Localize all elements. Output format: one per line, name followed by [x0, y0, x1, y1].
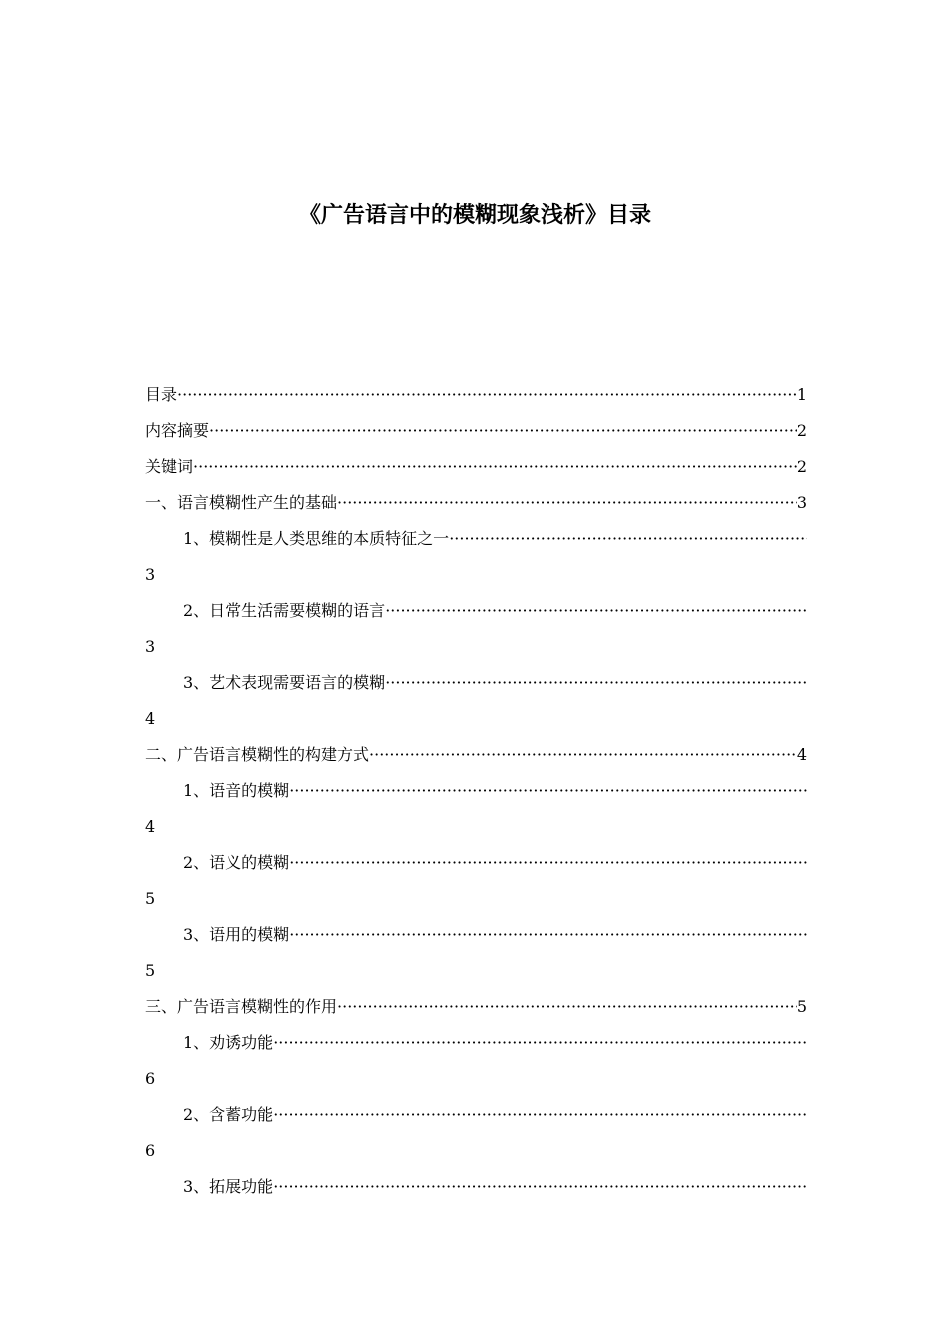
document-title: 《广告语言中的模糊现象浅析》目录: [298, 203, 651, 228]
toc-entry: [145, 413, 807, 449]
toc-entry-label: 1、劝诱功能: [183, 1033, 274, 1052]
toc-page-number: 4: [796, 745, 807, 764]
toc-dot-leader: [209, 413, 797, 449]
toc-subentry: [145, 1169, 807, 1205]
toc-entry-label: 三、广告语言模糊性的作用: [145, 997, 338, 1016]
toc-entry-label: 1、模糊性是人类思维的本质特征之一: [183, 529, 450, 548]
toc-subentry: [145, 1025, 807, 1061]
toc-subentry: [145, 773, 807, 809]
toc-dot-leader: [369, 737, 797, 773]
toc-dot-leader: [273, 1025, 807, 1061]
toc-entry-label: 3、艺术表现需要语言的模糊: [183, 673, 386, 692]
toc-page-number: 5: [796, 997, 807, 1016]
toc-entry-label: 3、语用的模糊: [183, 925, 290, 944]
table-of-contents: [145, 377, 807, 1205]
toc-entry: [145, 737, 807, 773]
toc-entry-label: 二、广告语言模糊性的构建方式: [145, 745, 370, 764]
toc-page-number: 3: [145, 565, 156, 584]
toc-subentry: [145, 1097, 807, 1133]
toc-dot-leader: [337, 485, 797, 521]
toc-page-number: 2: [796, 421, 807, 440]
toc-entry-label: 目录: [145, 385, 178, 404]
toc-dot-leader: [273, 1097, 807, 1133]
toc-page-number: 3: [796, 493, 807, 512]
toc-entry: [145, 377, 807, 413]
toc-entry-label: 2、语义的模糊: [183, 853, 290, 872]
toc-entry: [145, 485, 807, 521]
toc-page-number: 5: [145, 961, 156, 980]
toc-entry: [145, 989, 807, 1025]
toc-dot-leader: [193, 449, 797, 485]
toc-entry-label: 3、拓展功能: [183, 1177, 274, 1196]
toc-dot-leader: [385, 593, 807, 629]
toc-dot-leader: [273, 1169, 807, 1205]
toc-subentry: [145, 593, 807, 629]
toc-page-number: 4: [145, 709, 156, 728]
toc-page-number: 6: [145, 1141, 156, 1160]
toc-subentry: [145, 521, 807, 557]
toc-dot-leader: [289, 773, 807, 809]
toc-entry-label: 关键词: [145, 457, 194, 476]
toc-page-number: 3: [145, 637, 156, 656]
toc-page-number: 6: [145, 1069, 156, 1088]
toc-subentry: [145, 665, 807, 701]
toc-dot-leader: [289, 845, 807, 881]
toc-dot-leader: [337, 989, 797, 1025]
toc-subentry: [145, 845, 807, 881]
toc-entry-label: 内容摘要: [145, 421, 210, 440]
toc-dot-leader: [177, 377, 797, 413]
toc-entry-label: 1、语音的模糊: [183, 781, 290, 800]
toc-entry: [145, 449, 807, 485]
toc-page-number: 2: [796, 457, 807, 476]
toc-page-number: 4: [145, 817, 156, 836]
toc-subentry: [145, 917, 807, 953]
toc-dot-leader: [385, 665, 807, 701]
toc-dot-leader: [289, 917, 807, 953]
toc-entry-label: 一、语言模糊性产生的基础: [145, 493, 338, 512]
toc-page-number: 1: [796, 385, 807, 404]
toc-entry-label: 2、含蓄功能: [183, 1105, 274, 1124]
toc-entry-label: 2、日常生活需要模糊的语言: [183, 601, 386, 620]
toc-page-number: 5: [145, 889, 156, 908]
toc-dot-leader: [449, 521, 807, 557]
